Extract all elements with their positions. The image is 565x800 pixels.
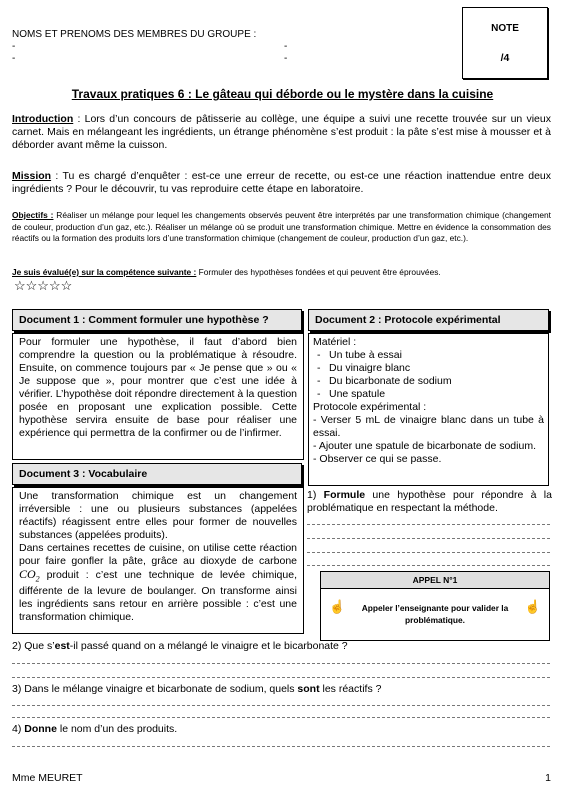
- question-1-text: une hypothèse pour répondre à la problématique en respectant la méthode.: [307, 489, 552, 514]
- co2-formula: [19, 567, 40, 584]
- doc2-title: Document 2 : Protocole expérimental: [315, 314, 501, 326]
- answer-line[interactable]: [12, 677, 550, 678]
- doc1-text: Pour formuler une hypothèse, il faut d’abord bien comprendre la question ou la problématique à résoudre. Ensuite, on commence toujours par « Je pense que » ou « Je suppose que », pour montrer que c’est une idée à vérifier. L’hypothèse doit répondre directement à la question posée en proposant une explication possible. Cette hypothèse servira ensuite de base pour réaliser une expérience qui permettra de la confirmer ou de l’infirmer.: [19, 336, 297, 439]
- doc2-body: [308, 333, 549, 486]
- doc1-body: [12, 333, 304, 460]
- competence: [12, 267, 557, 279]
- protocole-step: - Verser 5 mL de vinaigre blanc dans un tube à essai.: [313, 414, 544, 439]
- answer-line[interactable]: [307, 552, 550, 553]
- appel-title: APPEL N°1: [321, 572, 549, 589]
- protocole-step: - Ajouter une spatule de bicarbonate de sodium.: [313, 440, 536, 452]
- mission-label: Mission: [12, 170, 52, 182]
- question-2-end: -il passé quand on a mélangé le vinaigre et le bicarbonate ?: [69, 640, 348, 652]
- star-rating: ☆☆☆☆☆: [14, 278, 73, 293]
- name-line-2-start: -: [12, 53, 16, 64]
- materiel-item: - Du bicarbonate de sodium: [329, 375, 544, 388]
- objectifs-label: Objectifs :: [12, 210, 54, 220]
- doc1-title: Document 1 : Comment formuler une hypothèse ?: [19, 314, 269, 326]
- co2-subscript: 2: [35, 574, 40, 584]
- question-4-end: le nom d’un des produits.: [56, 723, 178, 735]
- doc3-paragraph-2-end: produit : c’est une technique de levée chimique, différente de la levure de boulanger. On transforme ainsi les ingrédients sans retour en arrière possible : c’est une transformation chimique.: [19, 569, 297, 624]
- doc3-title: Document 3 : Vocabulaire: [19, 468, 148, 480]
- doc2-header: [308, 309, 549, 331]
- question-2-verb: est: [54, 640, 70, 652]
- question-1-verb: Formule: [323, 489, 366, 501]
- name-line-1-start: -: [12, 41, 16, 52]
- question-4-verb: Donne: [24, 723, 57, 735]
- competence-text: Formuler des hypothèses fondées et qui peuvent être éprouvées.: [196, 267, 441, 277]
- doc1-header: [12, 309, 302, 331]
- objectifs: [12, 210, 551, 245]
- introduction-text: : Lors d’un concours de pâtisserie au collège, une équipe a suivi une recette trouvée sur un vieux carnet. Mais en mélangeant les ingrédients, un étrange phénomène s’est produit : la pâte s’est mise à mousser et à déborder avant même la cuisson.: [12, 113, 551, 151]
- question-3-end: les réactifs ?: [319, 683, 382, 695]
- introduction-label: Introduction: [12, 113, 74, 125]
- objectifs-text: Réaliser un mélange pour lequel les changements observés peuvent être interprétés par une transformation chimique (changement de couleur, production d’un gaz, etc.). Réaliser un mélange où se produit une transformation chimique. Mettre en évidence la consommation des réactifs ou la formation des produits lors d’une transformation chimique (changement de couleur, production d’un gaz, etc.).: [12, 210, 551, 243]
- doc3-paragraph-1: Une transformation chimique est un changement irréversible : une ou plusieurs substances (appelées réactifs) réagissent entre elles pour former de nouvelles substances (appelées produits).: [19, 490, 297, 541]
- raised-hand-icon: ☝: [329, 599, 346, 614]
- introduction: [12, 113, 551, 152]
- mission-text: : Tu es chargé d’enquêter : est-ce une erreur de recette, ou est-ce une réaction inattendue entre deux ingrédients ? Pour le découvrir, tu vas reproduire cette étape en laboratoire.: [12, 170, 551, 195]
- note-score: /4: [500, 52, 510, 64]
- answer-line[interactable]: [307, 538, 550, 539]
- name-line-2-end: -: [284, 53, 288, 64]
- question-1: [307, 489, 552, 515]
- competence-label: Je suis évalué(e) sur la compétence suivante :: [12, 267, 197, 277]
- question-4-start: 4): [12, 723, 25, 735]
- appel-text: Appeler l’enseignante pour valider la problématique.: [361, 603, 509, 625]
- answer-line[interactable]: [307, 524, 550, 525]
- page-title: Travaux pratiques 6 : Le gâteau qui déborde ou le mystère dans la cuisine: [71, 87, 494, 101]
- appel-box: [320, 571, 550, 641]
- materiel-item: - Un tube à essai: [329, 349, 544, 362]
- question-1-number: 1): [307, 489, 324, 501]
- doc3-paragraph-2-start: Dans certaines recettes de cuisine, on utilise cette réaction pour faire gonfler la pâte, grâce au dioxyde de carbone: [19, 542, 297, 567]
- doc3-header: [12, 463, 302, 485]
- answer-line[interactable]: [12, 717, 550, 718]
- page-number: 1: [545, 772, 551, 784]
- group-names-label: NOMS ET PRENOMS DES MEMBRES DU GROUPE :: [12, 29, 257, 40]
- note-title: NOTE: [491, 23, 519, 34]
- group-names-block: [12, 29, 288, 65]
- question-2: [12, 640, 552, 653]
- materiel-label: Matériel :: [313, 336, 357, 348]
- question-3-start: 3) Dans le mélange vinaigre et bicarbonate de sodium, quels: [12, 683, 298, 695]
- note-box: [462, 7, 548, 79]
- doc3-body: [12, 487, 304, 634]
- raised-hand-icon: ☝: [524, 599, 541, 614]
- protocole-step: - Observer ce qui se passe.: [313, 453, 442, 465]
- answer-line[interactable]: [12, 705, 550, 706]
- mission: [12, 170, 551, 196]
- answer-line[interactable]: [307, 565, 550, 566]
- name-line-1-end: -: [284, 41, 288, 52]
- footer-author: Mme MEURET: [12, 772, 83, 784]
- answer-line[interactable]: [12, 746, 550, 747]
- question-2-start: 2) Que s’: [12, 640, 55, 652]
- question-3: [12, 683, 552, 696]
- materiel-list: [313, 349, 544, 401]
- materiel-item: - Une spatule: [329, 388, 544, 401]
- protocole-label: Protocole expérimental :: [313, 401, 427, 413]
- question-4: [12, 723, 552, 736]
- materiel-item: - Du vinaigre blanc: [329, 362, 544, 375]
- doc3-paragraph-2: [19, 542, 297, 624]
- question-3-verb: sont: [297, 683, 320, 695]
- co2-text: CO: [19, 567, 36, 581]
- answer-line[interactable]: [12, 663, 550, 664]
